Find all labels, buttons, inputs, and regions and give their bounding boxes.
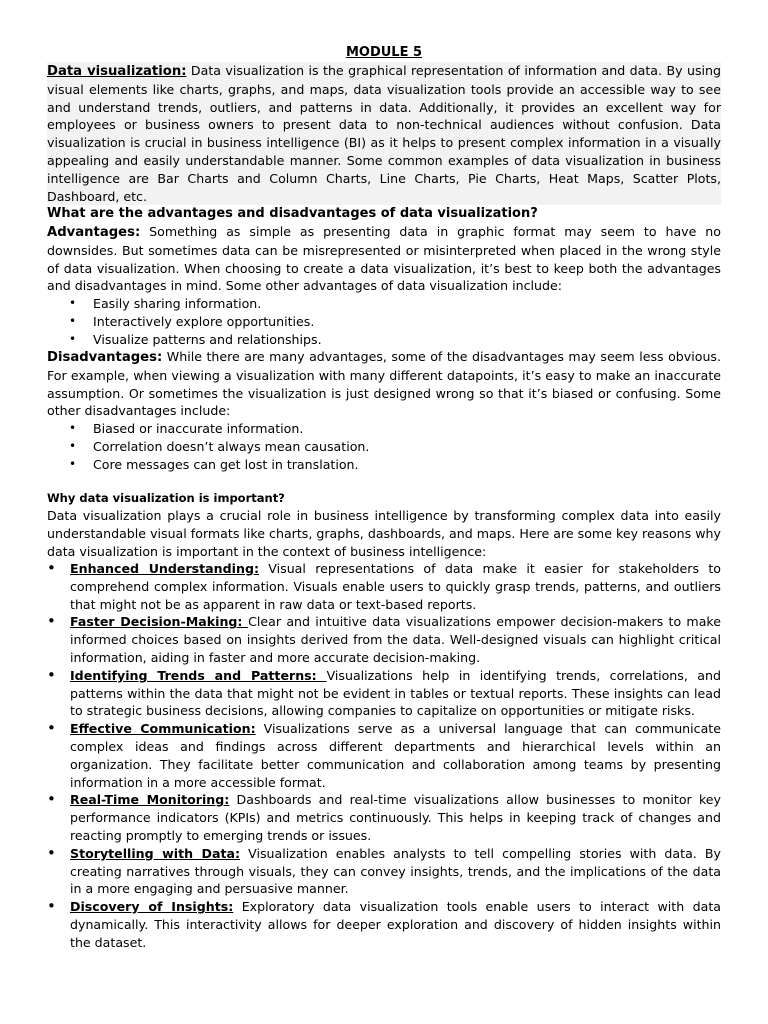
why-paragraph: Data visualization plays a crucial role in business intelligence by transforming complex data into easily understandable visual formats like charts, graphs, dashboards, and maps. Here are some key reasons why data visualization is important in the context of business intelligence: [47, 508, 721, 559]
reason-term: Discovery of Insights: [70, 899, 234, 915]
bullet-icon: • [47, 897, 56, 916]
reason-term: Faster Decision-Making: [70, 614, 249, 630]
intro-paragraph [47, 62, 721, 205]
reason-text: Dashboards and real-time visualizations allow businesses to monitor key performance indicators (KPIs) and metrics continuously. This helps in keeping track of changes and reacting promptly to emerging trends or issues. [70, 792, 721, 843]
reason-term: Identifying Trends and Patterns: [70, 667, 327, 683]
list-item [47, 667, 721, 720]
advantages-lead: Advantages: [47, 225, 141, 240]
advantages-heading: What are the advantages and disadvantages of data visualization? [47, 206, 538, 221]
module-title: MODULE 5 [345, 45, 423, 60]
reason-term: Real-Time Monitoring: [70, 792, 230, 808]
bullet-icon: • [47, 843, 56, 862]
list-item [47, 791, 721, 844]
list-item [47, 560, 721, 613]
reason-text: Visualizations serve as a universal language that can communicate complex ideas and findings across different departments and hierarchical levels within an organization. They facilitate better communication and collaboration among teams by presenting information in a more accessible format. [70, 721, 721, 790]
bullet-icon: • [47, 719, 56, 738]
bullet-icon: • [47, 790, 56, 809]
list-item [47, 845, 721, 898]
reason-text: Exploratory data visualization tools enable users to interact with data dynamically. This interactivity allows for deeper exploration and discovery of hidden insights within the dataset. [70, 899, 721, 950]
advantages-list [47, 295, 721, 348]
advantages-text: Something as simple as presenting data in graphic format may seem to have no downsides. But sometimes data can be misrepresented or misinterpreted when placed in the wrong style of data visualization. When choosing to create a data visualization, it’s best to keep both the advantages and disadvantages in mind. Some other advantages of data visualization include: [47, 224, 721, 294]
bullet-icon: • [47, 612, 56, 631]
advantages-paragraph [47, 223, 721, 295]
disadvantages-text: While there are many advantages, some of the disadvantages may seem less obvious. For example, when viewing a visualization with many different datapoints, it’s easy to make an inaccurate assumption. Or sometimes the visualization is just designed wrong so that it’s biased or confusing. Some other disadvantages include: [47, 349, 721, 419]
intro-lead: Data visualization: [47, 64, 187, 79]
disadvantages-paragraph [47, 348, 721, 420]
reason-text: Clear and intuitive data visualizations empower decision-makers to make informed choices based on insights derived from the data. Well-designed visuals can highlight critical information, aiding in faster and more accurate decision-making. [70, 614, 722, 665]
intro-text: Data visualization is the graphical representation of information and data. By using visual elements like charts, graphs, and maps, data visualization tools provide an accessible way to see and understand trends, outliers, and patterns in data. Additionally, it provides an excellent way for employees or business owners to present data to non-technical audiences without confusion. Data visualization is crucial in business intelligence (BI) as it helps to present complex information in a visually appealing and easily understandable manner. Some common examples of data visualization in business intelligence are Bar Charts and Column Charts, Line Charts, Pie Charts, Heat Maps, Scatter Plots, Dashboard, etc. [47, 63, 721, 204]
disadvantages-lead: Disadvantages: [47, 350, 163, 365]
list-item [47, 720, 721, 791]
reason-term: Storytelling with Data: [70, 845, 241, 861]
bullet-icon: • [47, 559, 56, 577]
reasons-list [47, 560, 721, 952]
list-item: • Correlation doesn’t always mean causation. [47, 438, 721, 456]
list-item: • Core messages can get lost in translation. [47, 456, 721, 474]
list-item: • Biased or inaccurate information. [47, 420, 721, 438]
list-item: • Visualize patterns and relationships. [47, 331, 721, 349]
bullet-icon: • [47, 665, 56, 684]
why-heading: Why data visualization is important? [47, 491, 285, 505]
list-item [47, 613, 721, 666]
reason-term: Effective Communication: [70, 721, 256, 737]
reason-text: Visualization enables analysts to tell compelling stories with data. By creating narratives through visuals, they can convey insights, trends, and the implications of the data in a more engaging and persuasive manner. [70, 845, 721, 897]
reason-term: Enhanced Understanding: [70, 561, 259, 576]
reason-text: Visual representations of data make it easier for stakeholders to comprehend complex information. Visuals enable users to quickly grasp trends, patterns, and outliers that might not be as apparent in raw data or text-based reports. [70, 561, 721, 612]
reason-text: Visualizations help in identifying trends, correlations, and patterns within the data that might not be evident in tables or textual reports. These insights can lead to strategic business decisions, allowing companies to capitalize on opportunities or mitigate risks. [70, 667, 721, 719]
list-item: • Easily sharing information. [47, 295, 721, 313]
list-item: • Interactively explore opportunities. [47, 313, 721, 331]
list-item [47, 898, 721, 951]
disadvantages-list [47, 420, 721, 473]
